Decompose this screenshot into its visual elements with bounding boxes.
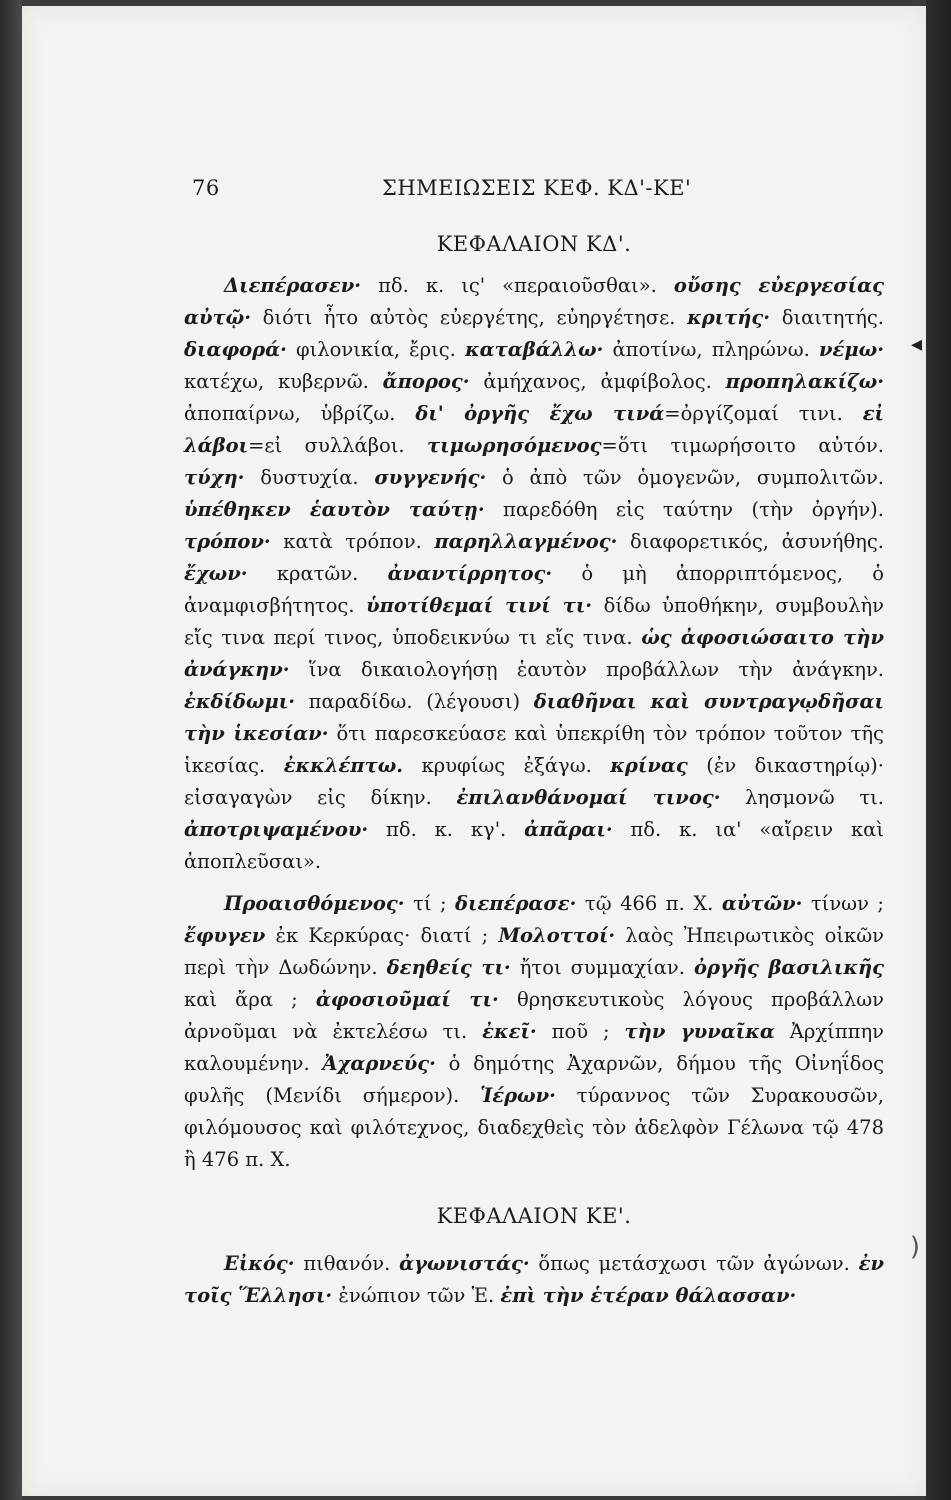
explanation-text: παρεδόθη εἰς ταύτην (τὴν ὀργήν). bbox=[484, 498, 884, 521]
lemma-term: παρηλλαγμένος· bbox=[434, 530, 618, 553]
explanation-text: ἵνα δικαιολογήσῃ ἑαυτὸν προβάλλων τὴν ἀνάγκην. bbox=[289, 658, 884, 681]
explanation-text: ὅπως μετάσχωσι τῶν ἀγώνων. bbox=[529, 1252, 859, 1275]
lemma-term: ἀγωνιστάς· bbox=[399, 1252, 530, 1275]
explanation-text: ὁ δημότης Ἀχαρνῶν, δήμου τῆς Οἰνηΐδος φυλῆς (Μενίδι σήμερον). bbox=[184, 1052, 885, 1107]
lemma-term: ἀπᾶραι· bbox=[524, 818, 613, 841]
explanation-text: πδ. κ. ις' «περαιοῦσθαι». bbox=[361, 274, 674, 297]
chapter-24-paragraph-1 bbox=[184, 270, 884, 878]
running-head bbox=[184, 176, 884, 210]
lemma-term: τρόπον· bbox=[184, 530, 271, 553]
lemma-term: διαθῆναι καὶ συντραγῳδῆσαι τὴν ἱκεσίαν· bbox=[184, 690, 884, 745]
lemma-term: Διεπέρασεν· bbox=[224, 274, 362, 297]
lemma-term: ὡς ἀφοσιώσαιτο τὴν ἀνάγκην· bbox=[184, 626, 885, 681]
scan-left-edge bbox=[0, 0, 22, 1500]
chapter-25-paragraph-1 bbox=[184, 1248, 884, 1312]
lemma-term: ἄπορος· bbox=[382, 370, 470, 393]
lemma-term: ἐκεῖ· bbox=[482, 1020, 537, 1043]
explanation-text: =εἰ συλλάβοι. bbox=[248, 434, 428, 457]
explanation-text: τίνων ; bbox=[802, 892, 884, 915]
lemma-term: ἐπὶ τὴν ἑτέραν θάλασσαν· bbox=[500, 1284, 797, 1307]
paragraph-indent bbox=[184, 892, 224, 915]
explanation-text: ἀποτίνω, πληρώνω. bbox=[603, 338, 819, 361]
chapter-24-paragraph-2 bbox=[184, 888, 884, 1176]
lemma-term: διεπέρασε· bbox=[455, 892, 577, 915]
explanation-text: παραδίδω. (λέγουσι) bbox=[294, 690, 534, 713]
lemma-term: ὑπέθηκεν ἑαυτὸν ταύτῃ· bbox=[184, 498, 485, 521]
lemma-term: Ἀχαρνεύς· bbox=[322, 1052, 436, 1075]
explanation-text: ἐνώπιον τῶν Ἑ. bbox=[332, 1284, 501, 1307]
lemma-term: εἰ λάβοι bbox=[184, 402, 884, 457]
paragraph-indent bbox=[184, 274, 224, 297]
explanation-text: =ὅτι τιμωρήσοιτο αὐτόν. bbox=[601, 434, 884, 457]
lemma-term: καταβάλλω· bbox=[464, 338, 604, 361]
lemma-term: Ἱέρων· bbox=[480, 1084, 556, 1107]
page-number: 76 bbox=[192, 176, 220, 200]
explanation-text: δυστυχία. bbox=[244, 466, 375, 489]
explanation-text: πδ. κ. κγ'. bbox=[368, 818, 525, 841]
explanation-text: (ἐν δικαστηρίῳ)· εἰσαγαγὼν εἰς δίκην. bbox=[184, 754, 884, 809]
lemma-term: ἔφυγεν bbox=[184, 924, 266, 947]
lemma-term: τύχη· bbox=[184, 466, 245, 489]
lemma-term: τιμωρησόμενος bbox=[427, 434, 602, 457]
explanation-text: κατέχω, κυβερνῶ. bbox=[184, 370, 383, 393]
explanation-text: τί ; bbox=[404, 892, 456, 915]
explanation-text: =ὀργίζομαί τινι. bbox=[664, 402, 863, 425]
lemma-term: ἐκδίδωμι· bbox=[184, 690, 295, 713]
explanation-text: πιθανόν. bbox=[294, 1252, 400, 1275]
paragraph-indent bbox=[184, 1252, 224, 1275]
lemma-term: τὴν γυναῖκα bbox=[624, 1020, 775, 1043]
chapter-25-heading: ΚΕΦΑΛΑΙΟΝ ΚΕ'. bbox=[436, 1204, 632, 1228]
explanation-text: ἀποπαίρνω, ὑβρίζω. bbox=[184, 402, 416, 425]
lemma-term: ἐπιλανθάνομαί τινος· bbox=[456, 786, 721, 809]
explanation-text: τῷ 466 π. Χ. bbox=[576, 892, 722, 915]
lemma-term: προπηλακίζω· bbox=[725, 370, 884, 393]
scan-right-edge bbox=[926, 0, 951, 1500]
text-block bbox=[184, 176, 884, 1312]
lemma-term: νέμω· bbox=[819, 338, 885, 361]
lemma-term: αὐτῶν· bbox=[721, 892, 803, 915]
explanation-text: διαιτητής. bbox=[770, 306, 884, 329]
lemma-term: ἀναντίρρητος· bbox=[387, 562, 553, 585]
lemma-term: ἀποτριψαμένου· bbox=[184, 818, 369, 841]
margin-mark-top: ◂ bbox=[910, 332, 922, 357]
lemma-term: ὀργῆς βασιλικῆς bbox=[693, 956, 885, 979]
explanation-text: ἤτοι συμμαχίαν. bbox=[510, 956, 694, 979]
explanation-text: κρυφίως ἐξάγω. bbox=[403, 754, 611, 777]
lemma-term: ἀφοσιοῦμαί τι· bbox=[315, 988, 499, 1011]
lemma-term: οὔσης εὐεργεσίας αὐτῷ· bbox=[184, 274, 884, 329]
lemma-term: ἐν τοῖς Ἕλλησι· bbox=[184, 1252, 884, 1307]
lemma-term: κρίνας bbox=[610, 754, 688, 777]
lemma-term: συγγενής· bbox=[374, 466, 487, 489]
lemma-term: ἔχων· bbox=[184, 562, 248, 585]
explanation-text: Ἀρχίππην καλουμένην. bbox=[184, 1020, 884, 1075]
book-page bbox=[22, 6, 926, 1496]
explanation-text: ἐκ Κερκύρας· διατί ; bbox=[265, 924, 499, 947]
lemma-term: ὑποτίθεμαί τινί τι· bbox=[366, 594, 593, 617]
explanation-text: φιλονικία, ἔρις. bbox=[286, 338, 465, 361]
explanation-text: τύραννος τῶν Συρακουσῶν, φιλόμουσος καὶ φιλότεχνος, διαδεχθεὶς τὸν ἀδελφὸν Γέλωνα τῷ 478 ἢ 476 π. Χ. bbox=[184, 1084, 884, 1171]
explanation-text: διότι ἦτο αὐτὸς εὐεργέτης, εὐηργέτησε. bbox=[251, 306, 688, 329]
lemma-term: Προαισθόμενος· bbox=[224, 892, 405, 915]
explanation-text: ἀμήχανος, ἀμφίβολος. bbox=[469, 370, 726, 393]
explanation-text: λησμονῶ τι. bbox=[720, 786, 884, 809]
explanation-text: καὶ ἄρα ; bbox=[184, 988, 316, 1011]
explanation-text: θρησκευτικοὺς λόγους προβάλλων ἀρνοῦμαι νὰ ἐκτελέσω τι. bbox=[184, 988, 884, 1043]
lemma-term: ἐκκλέπτω. bbox=[283, 754, 404, 777]
explanation-text: ὁ μὴ ἀπορριπτόμενος, ὁ ἀναμφισβήτητος. bbox=[184, 562, 884, 617]
explanation-text: λαὸς Ἠπειρωτικὸς οἰκῶν περὶ τὴν Δωδώνην. bbox=[184, 924, 884, 979]
lemma-term: Εἰκός· bbox=[224, 1252, 295, 1275]
explanation-text: κατὰ τρόπον. bbox=[270, 530, 435, 553]
chapter-24-heading: ΚΕΦΑΛΑΙΟΝ ΚΔ'. bbox=[436, 232, 632, 256]
explanation-text: διαφορετικός, ἀσυνήθης. bbox=[617, 530, 884, 553]
explanation-text: ὅτι παρεσκεύασε καὶ ὑπεκρίθη τὸν τρόπον τοῦτον τῆς ἱκεσίας. bbox=[184, 722, 884, 777]
lemma-term: δεηθείς τι· bbox=[386, 956, 511, 979]
lemma-term: Μολοττοί· bbox=[498, 924, 616, 947]
explanation-text: δίδω ὑποθήκην, συμβουλὴν εἴς τινα περί τινος, ὑποδεικνύω τι εἴς τινα. bbox=[184, 594, 884, 649]
explanation-text: ποῦ ; bbox=[536, 1020, 625, 1043]
explanation-text: κρατῶν. bbox=[247, 562, 388, 585]
running-head-title: ΣΗΜΕΙΩΣΕΙΣ ΚΕΦ. ΚΔ'-ΚΕ' bbox=[382, 176, 692, 200]
lemma-term: δι' ὀργῆς ἔχω τινά bbox=[415, 402, 665, 425]
lemma-term: διαφορά· bbox=[184, 338, 287, 361]
explanation-text: ὁ ἀπὸ τῶν ὁμογενῶν, συμπολιτῶν. bbox=[486, 466, 884, 489]
lemma-term: κριτής· bbox=[687, 306, 771, 329]
margin-mark-bottom: ) bbox=[909, 1232, 920, 1262]
explanation-text: πδ. κ. ια' «αἴρειν καὶ ἀποπλεῦσαι». bbox=[184, 818, 885, 873]
